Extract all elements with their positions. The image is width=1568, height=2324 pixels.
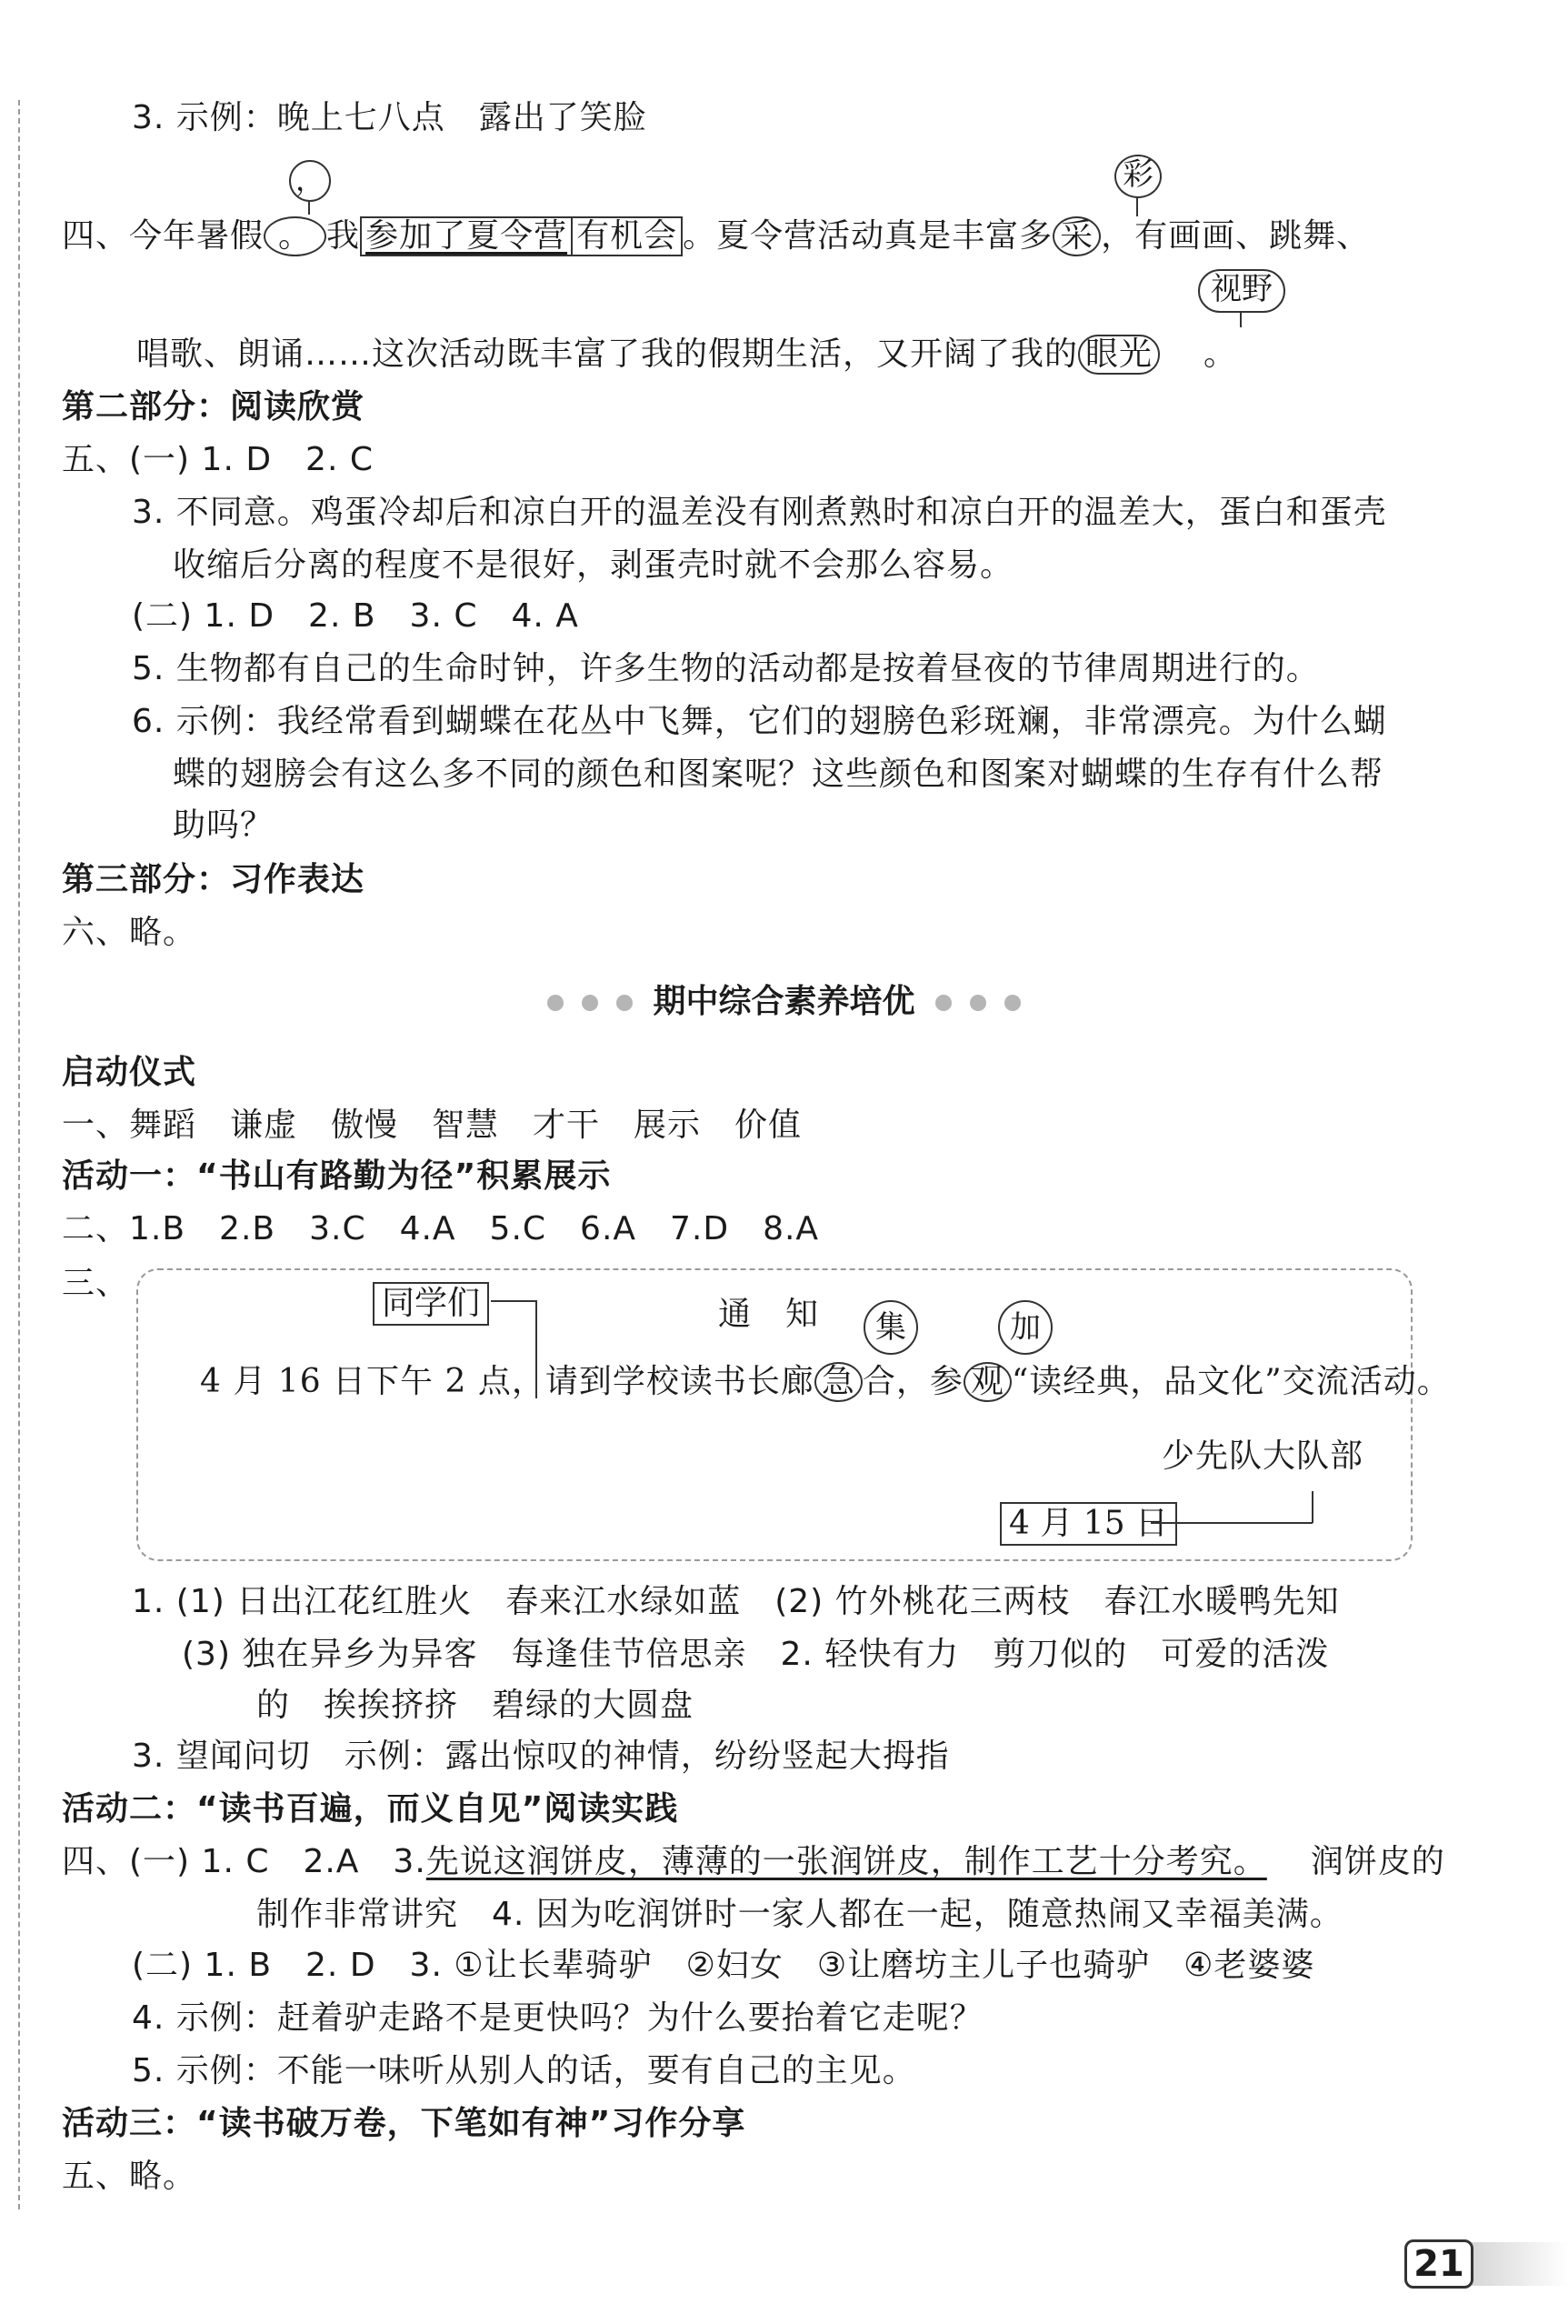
wrong-word-circle: 眼光 (1078, 335, 1160, 375)
wrong-char-circle: 急 (814, 1362, 863, 1402)
answer-line-q4 (62, 216, 1370, 256)
answer-line: 制作非常讲究 4. 因为吃润饼时一家人都在一起，随意热闹又幸福美满。 (256, 1896, 1343, 1933)
correction-cai-mark: 彩 (1114, 155, 1162, 198)
text-span: 4 月 16 日下午 2 点，请 (200, 1363, 579, 1400)
answer-line: (二) 1. D 2. B 3. C 4. A (132, 597, 579, 635)
answer-line: 一、舞蹈 谦虚 傲慢 智慧 才干 展示 价值 (62, 1107, 803, 1144)
correction-ji-mark: 集 (864, 1300, 918, 1355)
answer-line-q4-2 (136, 335, 1237, 375)
answer-line: 收缩后分离的程度不是很好，剥蛋壳时就不会那么容易。 (173, 546, 1014, 584)
part-heading: 活动二：“读书百遍，而义自见”阅读实践 (62, 1790, 679, 1828)
page-number: 21 (1404, 2239, 1473, 2289)
part-heading: 第三部分：习作表达 (62, 861, 365, 898)
answer-line: 1. (1) 日出江花红胜火 春来江水绿如蓝 (2) 竹外桃花三两枝 春江水暖鸭先知 (132, 1583, 1340, 1620)
notice-body (200, 1362, 1451, 1402)
text-span: 我 (326, 217, 361, 255)
part-heading: 活动三：“读书破万卷，下笔如有神”习作分享 (62, 2105, 746, 2142)
dot-icon (616, 995, 633, 1011)
dot-icon (935, 995, 952, 1011)
text-span: 唱歌、朗诵……这次活动既丰富了我的假期生活，又开阔了我的 (136, 336, 1079, 373)
connector-line (1240, 311, 1242, 327)
answer-line: 五、略。 (62, 2158, 197, 2195)
connector-line (491, 1300, 536, 1302)
text-span: 润饼皮的 (1310, 1843, 1445, 1880)
answer-line: 六、略。 (62, 914, 197, 951)
answer-line: 助吗？ (173, 806, 275, 844)
answer-line: 的 挨挨挤挤 碧绿的大圆盘 (256, 1687, 694, 1724)
answer-line: (二) 1. B 2. D 3. ①让长辈骑驴 ②妇女 ③让磨坊主儿子也骑驴 ④老婆婆 (132, 1947, 1315, 1984)
answer-line: 5. 生物都有自己的生命时钟，许多生物的活动都是按着昼夜的节律周期进行的。 (132, 650, 1320, 687)
dot-icon (1004, 995, 1021, 1011)
answer-line: 5. 示例：不能一味听从别人的话，要有自己的主见。 (132, 2052, 916, 2089)
underlined-answer: 先说这润饼皮，薄薄的一张润饼皮，制作工艺十分考究。 (425, 1843, 1267, 1880)
wrong-char-circle: 采 (1053, 216, 1101, 256)
answer-line: 五、(一) 1. D 2. C (62, 441, 374, 478)
moved-phrase: 参加了夏令营 (360, 216, 571, 256)
dot-icon (582, 995, 598, 1011)
text-span: ，有画画、跳舞、 (1101, 217, 1371, 255)
answer-line: 6. 示例：我经常看到蝴蝶在花丛中飞舞，它们的翅膀色彩斑斓，非常漂亮。为什么蝴 (132, 703, 1387, 740)
connector-line (308, 200, 310, 215)
question-number: 三、 (62, 1265, 130, 1302)
question-number: 四、 (62, 217, 130, 255)
wrong-char-circle: 观 (964, 1362, 1012, 1402)
part-heading: 第二部分：阅读欣赏 (62, 388, 365, 426)
correction-shiye-mark: 视野 (1198, 269, 1285, 313)
connector-line (1151, 1522, 1313, 1524)
answer-line: 3. 望闻问切 示例：露出惊叹的神情，纷纷竖起大拇指 (132, 1738, 950, 1775)
part-heading: 启动仪式 (62, 1054, 197, 1091)
text-span: 。夏令营活动真是丰富多 (683, 217, 1054, 255)
text-span: 到学校读书长廊 (578, 1363, 814, 1400)
text-span: 今年暑假 (129, 217, 265, 255)
notice-addressee-box: 同学们 (373, 1282, 489, 1326)
correction-jia-mark: 加 (998, 1300, 1053, 1355)
answer-line: 3. 示例：晚上七八点 露出了笑脸 (132, 99, 647, 136)
answer-line (62, 1842, 1445, 1882)
notice-date-box: 4 月 15 日 (1000, 1502, 1177, 1546)
answer-line: 蝶的翅膀会有这么多不同的颜色和图案呢？这些颜色和图案对蝴蝶的生存有什么帮 (173, 756, 1384, 793)
deleted-period-circle: 。 (264, 216, 326, 256)
margin-dashed-line (18, 100, 20, 2209)
connector-line (1136, 196, 1138, 216)
text-span: “读经典，品文化”交流活动。 (1011, 1363, 1451, 1400)
text-span: 。 (1203, 336, 1238, 373)
boxed-phrase: 有机会 (571, 216, 683, 256)
text-span: 合，参 (862, 1363, 964, 1400)
section-title-text: 期中综合素养培优 (653, 983, 915, 1020)
notice-title: 通 知 (718, 1296, 820, 1333)
answer-line: (3) 独在异乡为异客 每逢佳节倍思亲 2. 轻快有力 剪刀似的 可爱的活泼 (182, 1636, 1330, 1673)
answer-line: 4. 示例：赶着驴走路不是更快吗？为什么要抬着它走呢？ (132, 1999, 984, 2037)
notice-signer: 少先队大队部 (1162, 1437, 1364, 1475)
text-span: 四、(一) 1. C 2.A 3. (62, 1843, 426, 1880)
dot-icon (970, 995, 986, 1011)
section-title (0, 982, 1568, 1022)
part-heading: 活动一：“书山有路勤为径”积累展示 (62, 1157, 612, 1195)
dot-icon (547, 995, 564, 1011)
connector-line (1312, 1491, 1313, 1523)
insert-comma-mark: ， (289, 160, 331, 202)
answer-line: 二、1.B 2.B 3.C 4.A 5.C 6.A 7.D 8.A (62, 1210, 820, 1247)
answer-line: 3. 不同意。鸡蛋冷却后和凉白开的温差没有刚煮熟时和凉白开的温差大，蛋白和蛋壳 (132, 494, 1387, 531)
